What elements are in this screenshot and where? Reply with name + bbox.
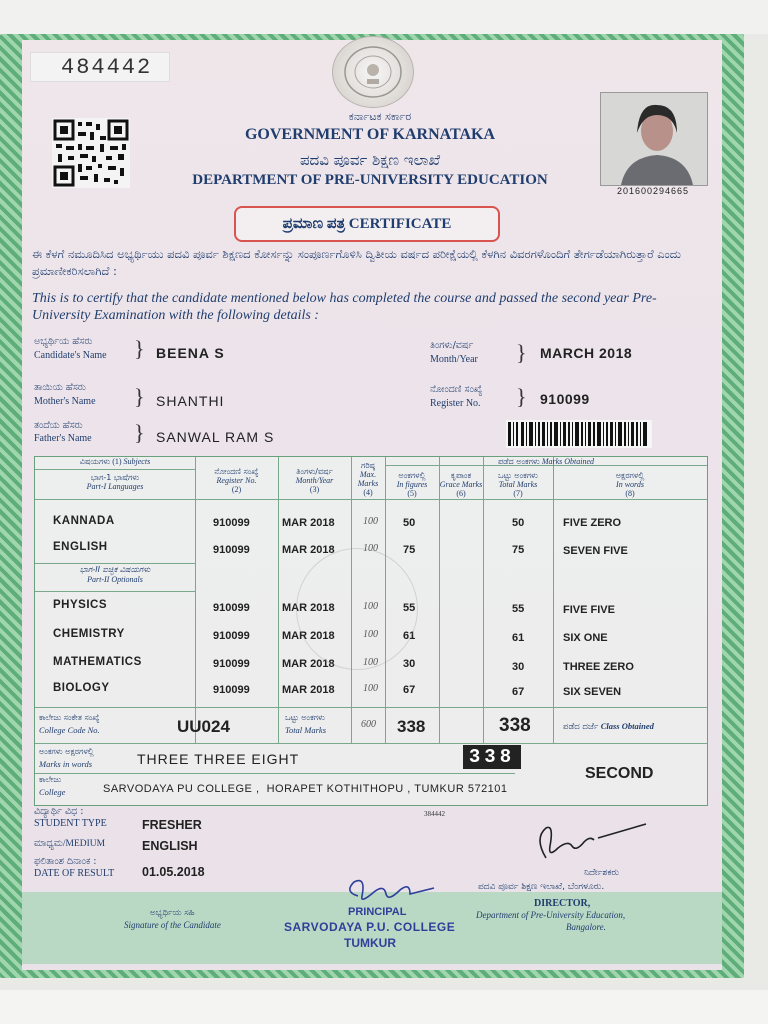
candidate-name-label-kannada: ಅಭ್ಯರ್ಥಿಯ ಹೆಸರು	[34, 336, 93, 347]
total-marks-figures: 338	[397, 717, 426, 736]
barcode-icon	[506, 420, 652, 448]
result-date: 01.05.2018	[142, 865, 205, 879]
month-year-label-kannada: ತಿಂಗಳು/ವರ್ಷ	[430, 340, 474, 351]
result-date-label: DATE OF RESULT	[34, 868, 115, 879]
director-department: Department of Pre-University Education,	[476, 910, 626, 920]
header-grace-marks: ಕೃಪಾಂಕ Grace Marks (6)	[439, 471, 483, 498]
bracket-icon: }	[516, 340, 527, 365]
government-title: GOVERNMENT OF KARNATAKA	[244, 126, 496, 143]
bracket-icon: }	[134, 336, 145, 361]
header-max-marks: ಗರಿಷ್ಠ Max. Marks (4)	[357, 461, 379, 497]
student-type-label: STUDENT TYPE	[34, 818, 107, 829]
candidate-photo	[600, 92, 708, 186]
college-code-label: College Code No.	[39, 725, 100, 735]
college-label-kannada: ಕಾಲೇಜು	[39, 775, 62, 784]
top-background-strip	[0, 0, 768, 34]
total-max-marks: 600	[361, 719, 376, 730]
register-no-label: Register No.	[430, 398, 481, 409]
student-type: FRESHER	[142, 818, 202, 832]
header-part1: ಭಾಗ-1 ಭಾಷೆಗಳು Part-I Languages	[86, 473, 144, 491]
director-city: Bangalore.	[566, 922, 606, 932]
qr-code-icon	[52, 118, 130, 188]
candidate-name: BEENA S	[156, 345, 225, 361]
header-subjects: ವಿಷಯಗಳು (1) Subjects	[79, 457, 151, 466]
statement-kannada: ಈ ಕೆಳಗೆ ನಮೂದಿಸಿದ ಅಭ್ಯರ್ಥಿಯು ಪದವಿ ಪೂರ್ವ ಶಿಕ್ಷಣದ ಕೋರ್ಸನ್ನು ಸಂಪೂರ್ಣಗೊಳಿಸಿ ದ್ವಿತೀಯ ವರ್ಷದ ಪರೀಕ್ಷೆಯಲ್ಲಿ ಕೆಳಗಿನ ವಿವರಗಳೊಂದಿಗೆ ತೇರ್ಗಡೆಯಾಗಿರುತ್ತಾರೆ ಎಂದು ಪ್ರಮಾಣೀಕರಿಸಲಾಗಿದೆ :	[32, 247, 681, 278]
bottom-background-strip	[0, 990, 768, 1024]
photo-id-number: 201600294665	[616, 186, 690, 196]
college-code: UU024	[177, 717, 230, 736]
header-month-year: ತಿಂಗಳು/ವರ್ಷ Month/Year (3)	[295, 467, 334, 494]
header-marks-obtained: ಪಡೆದ ಅಂಕಗಳು Marks Obtained	[497, 457, 595, 466]
principal-title: PRINCIPAL	[348, 906, 407, 918]
watermark-seal-icon	[296, 548, 418, 670]
exam-month-year: MARCH 2018	[540, 345, 633, 361]
father-name: SANWAL RAM S	[156, 429, 275, 445]
department-name-kannada: ಪದವಿ ಪೂರ್ವ ಶಿಕ್ಷಣ ಇಲಾಖೆ	[299, 151, 441, 169]
class-obtained: SECOND	[585, 765, 654, 782]
header-part2: ಭಾಗ-II ಐಚ್ಛಿಕ ವಿಷಯಗಳು Part-II Optionals	[79, 565, 151, 584]
father-name-label-kannada: ತಂದೆಯ ಹೆಸರು	[34, 420, 83, 431]
marks-stamp: 338	[463, 745, 521, 769]
marks-in-words: THREE THREE EIGHT	[137, 751, 300, 767]
marks-table: ವಿಷಯಗಳು (1) Subjects ಭಾಗ-1 ಭಾಷೆಗಳು Part-I Languages ನೋಂದಣಿ ಸಂಖ್ಯೆ Register No. (2) ತಿಂಗಳು/ವರ್ಷ Month/Year (3) ಗರಿಷ್ಠ Max. Marks (4) ಪಡೆದ ಅಂಕಗಳು Marks Obtained ಅಂಕಗಳಲ್ಲಿ In figures (5) ಕೃಪಾಂಕ Grace Marks (6) ಒಟ್ಟು ಅಂಕಗಳು Total Marks (7) ಅಕ್ಷರಗಳಲ್ಲಿ In words (8) ಭಾಗ-II ಐಚ್ಛಿಕ ವಿಷಯಗಳು Part-II Optionals KANNADA 910099 MAR 2018 100 50 50 FIVE ZERO ENGLISH 910099 MAR 2018 100 75 75 SEVEN FIVE PHYSICS 910099 MAR 2018 100 55 55 FIVE FIVE CHEMISTRY 910099 MAR 2018 100 61 61 SIX ONE MATHEMATICS 910099 MAR 2018 100 30 30 THREE ZERO BIOLOGY 910099 MAR 2018 100 67 67 SIX SEVEN ಕಾಲೇಜು ಸಂಕೇತ ಸಂಖ್ಯೆ College Code No. UU024 ಒಟ್ಟು ಅಂಕಗಳು Total Marks 600 338 338 ಪಡೆದ ದರ್ಜೆ Class Obtained ಅಂಕಗಳು ಅಕ್ಷರಗಳಲ್ಲಿ Marks in words THREE THREE EIGHT 338 SECOND ಕಾಲೇಜು College SARVODAYA PU COLLEGE , HORAPET KOTHITHOPU , TUMKUR 572101	[34, 456, 708, 806]
class-obtained-label: ಪಡೆದ ದರ್ಜೆ Class Obtained	[563, 721, 654, 732]
government-emblem-icon	[332, 36, 414, 108]
college-code-label-kannada: ಕಾಲೇಜು ಸಂಕೇತ ಸಂಖ್ಯೆ	[39, 713, 100, 722]
serial-number: 484442	[30, 52, 170, 82]
college-label: College	[39, 787, 66, 797]
mother-name: SHANTHI	[156, 393, 225, 409]
bracket-icon: }	[516, 384, 527, 409]
certificate-title: ಪ್ರಮಾಣ ಪತ್ರ CERTIFICATE	[234, 206, 500, 242]
small-serial-number: 384442	[424, 810, 445, 818]
month-year-label: Month/Year	[430, 354, 478, 365]
candidate-name-label: Candidate's Name	[34, 350, 107, 361]
college-name: SARVODAYA PU COLLEGE , HORAPET KOTHITHOPU , TUMKUR 572101	[103, 783, 508, 795]
marks-words-label-kannada: ಅಂಕಗಳು ಅಕ್ಷರಗಳಲ್ಲಿ	[39, 747, 94, 756]
header-total-marks: ಒಟ್ಟು ಅಂಕಗಳು Total Marks (7)	[498, 471, 538, 498]
father-name-label: Father's Name	[34, 433, 92, 444]
bracket-icon: }	[134, 420, 145, 445]
header-register-no: ನೋಂದಣಿ ಸಂಖ್ಯೆ Register No. (2)	[214, 467, 259, 494]
result-date-label-kannada: ಫಲಿತಾಂಶ ದಿನಾಂಕ :	[34, 856, 97, 867]
grand-total-marks: 338	[499, 715, 531, 736]
candidate-signature-label: Signature of the Candidate	[124, 920, 221, 930]
director-kannada: ನಿರ್ದೇಶಕರು	[584, 868, 620, 878]
header-in-words: ಅಕ್ಷರಗಳಲ್ಲಿ In words (8)	[615, 471, 645, 498]
bracket-icon: }	[134, 384, 145, 409]
candidate-signature-label-kannada: ಅಭ್ಯರ್ಥಿಯ ಸಹಿ	[150, 908, 195, 918]
mother-name-label: Mother's Name	[34, 396, 96, 407]
header-in-figures: ಅಂಕಗಳಲ್ಲಿ In figures (5)	[396, 471, 428, 498]
medium-label: ಮಾಧ್ಯಮ/MEDIUM	[34, 838, 106, 849]
register-no-label-kannada: ನೋಂದಣಿ ಸಂಖ್ಯೆ	[430, 384, 483, 395]
department-kannada-bangalore: ಪದವಿ ಪೂರ್ವ ಶಿಕ್ಷಣ ಇಲಾಖೆ, ಬೆಂಗಳೂರು.	[478, 882, 605, 892]
total-marks-label: Total Marks	[285, 725, 327, 735]
department-title: DEPARTMENT OF PRE-UNIVERSITY EDUCATION	[192, 172, 548, 188]
state-name-kannada: ಕರ್ನಾಟಕ ಸರ್ಕಾರ	[348, 110, 412, 123]
register-number: 910099	[540, 391, 590, 407]
principal-city: TUMKUR	[344, 936, 396, 950]
principal-college: SARVODAYA P.U. COLLEGE	[284, 920, 456, 934]
medium: ENGLISH	[142, 839, 198, 853]
mother-name-label-kannada: ತಾಯಿಯ ಹೆಸರು	[34, 382, 86, 393]
statement-english: This is to certify that the candidate mentioned below has completed the course and passed the second year Pre-University Examination with the following details :	[32, 291, 657, 323]
student-type-label-kannada: ವಿದ್ಯಾರ್ಥಿ ವಿಧ :	[34, 806, 84, 817]
director-title: DIRECTOR,	[534, 898, 591, 909]
director-signature-icon	[528, 818, 658, 868]
marks-words-label: Marks in words	[39, 759, 93, 769]
total-marks-label-kannada: ಒಟ್ಟು ಅಂಕಗಳು	[285, 713, 325, 722]
